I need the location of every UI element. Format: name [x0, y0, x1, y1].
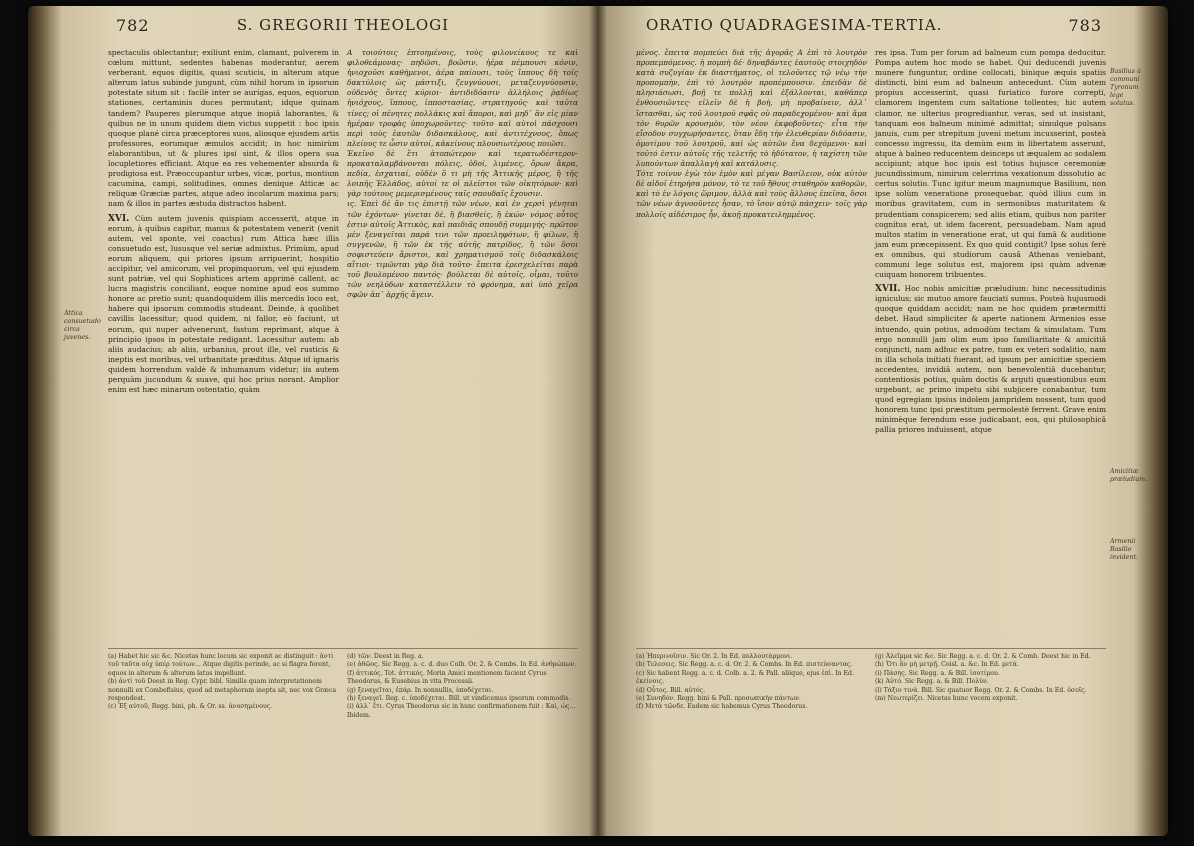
- left-greek-column: [347, 48, 578, 640]
- section-16: [108, 214, 339, 396]
- footnote: (i) Πάσης. Sic Regg. a. & Bill. ἰσοτίμου.: [875, 669, 1000, 677]
- greek-paragraph: μένος. ἔπειτα πομπεύει διὰ τῆς ἀγορᾶς A ἐπὶ τὸ λουτρὸν προπεμπόμενος. ἡ πομπὴ δέ· δηναβάντες ἑαυτοὺς στοιχηδὸν κατὰ συζυγίαν ἐκ διαστήματος, οἱ τελοῦντες τῷ νέῳ τὴν προπομπὴν, ἐπὶ τὸ λουτρὸν προπέμπουσιν. ἐπειδὰν δὲ πλησιάσωσι, βοῇ τε πολλῇ καὶ ἐξάλλονται, καθάπερ ἐνθουσιῶντες· εἰλεῖν δὲ ἡ βοὴ, μὴ προβαίνειν, ἀλλ᾽ ἵστασθαι, ὡς τοῦ λουτροῦ σφᾶς οὐ παραδεχομένου· καὶ ἅμα τὸν θυρῶν κρουσμὸν, τὸν νέον ἐκφοβοῦντες· εἶτα τὴν εἴσοδον συγχωρήσαντες, ὅταν ἔδη τὴν ἐλευθερίαν διδόασιν, ὁμοτίμου τοῦ λουτροῦ, καὶ ὡς αὐτῶν ἕνα δεχόμενοι· καὶ τοῦτό ἐστιν αὐτοῖς τῆς τελετῆς τὸ ἡδύτατον, ἡ ταχίστη τῶν λυπούντων ἀπαλλαγὴ καὶ κατάλυσις.: [636, 48, 867, 169]
- footnote: (g) ξεναγεῖται, ἐπάρ. In nonnullis, ὑποδέχεται.: [347, 686, 494, 694]
- footnote: (a) Habet hic sic &c. Nicetas hunc locum sic exponit ac distinguit : ἀντὶ τοῦ ταῦτα οὐχ ὑπὲρ τούτων... Atque digitis perinde, ac si flagra forent, equos in alterum & alterum latus impellunt.: [108, 653, 334, 677]
- footnote: (i) ἀλλ᾽ ἔτι. Cyrus Theodorus sic in hunc confirmationem fuit : Καὶ, ὡς... Ibidem.: [347, 703, 576, 719]
- footnote: (c) Sic habent Regg. a. c. d. Colb. a. 2. & Pall. aliique, ejus ἐπὶ. In Ed. ἐκείνοις.: [636, 669, 854, 686]
- footnote: (e) Συνηδὸν. Regg. bini & Pall. προσωπικὴν πάντων.: [636, 695, 801, 703]
- footnote: (k) Αὐτό. Sic Regg. a. & Bill. Πολύν.: [875, 678, 989, 686]
- left-footnotes: [108, 648, 578, 720]
- footnote: (d) τῶν. Deest in Reg. a.: [347, 653, 424, 660]
- left-footnotes-col-2: [347, 653, 578, 720]
- right-latin-column: [875, 48, 1106, 640]
- right-margin-note-3: Armenii Basilio invident.: [1110, 538, 1138, 561]
- footnote: (d) Οὗτος. Bill. αὐτός.: [636, 686, 706, 694]
- section-16-number: XVI.: [108, 213, 130, 224]
- left-margin-note: Attica consuetudo circa juvenes.: [64, 310, 101, 341]
- right-page: [636, 16, 1148, 821]
- left-latin-column: [108, 48, 339, 640]
- right-greek-column: [636, 48, 867, 640]
- right-running-head: [636, 16, 1106, 44]
- section-17: [875, 284, 1106, 435]
- footnote: (m) Νεωτερίζει. Nicetas hunc vocem exponit.: [875, 695, 1018, 703]
- footnote: (f) ἀττικός. Tot. ἀττικός. Morin Amici mentionem facient Cyrus Theodorus, & Eusebius in vita Processii.: [347, 669, 547, 686]
- footnote: (f) Μετὰ τῶνδε. Eadem sic habemus Cyrus Theodorus.: [636, 703, 808, 711]
- right-margin-note-1: Basilius à communi Tyronum lege solutus.: [1110, 68, 1141, 107]
- greek-paragraph: ις. Ἐπεὶ δὲ ἂν τις ἐπιστῇ τῶν νέων, καὶ ἐν χερσὶ γένηται τῶν ἐχόντων· γίνεται δὲ, ἢ βιασθείς, ἢ ἑκών· νόμος οὗτος ἐστιν αὐτοῖς Ἀττικὸς, καὶ παιδιᾶς σπουδῇ συμμιγής· πρῶτον μὲν ξεναγεῖται παρά τινι τῶν προειληφότων, ἢ φίλων, ἢ συγγενῶν, ἢ τῶν ἐκ τῆς αὐτῆς πατρίδος, ἢ τῶν ὅσοι σοφιστεύειν ἄριστοι, καὶ χρηματισμοῦ τοῖς διδασκάλοις αἴτιοι· τιμῶνται γὰρ διὰ τοῦτο· ἔπειτα ἐρεσχελεῖται παρὰ τοῦ βουλομένου παντός· βούλεται δὲ αὐτοῖς, οἶμαι, τοῦτο τῶν νεηλύδων καταστέλλειν τὸ φρόνημα, καὶ ὑπὸ χεῖρα σφῶν ἀπ᾽ ἀρχῆς ἄγειν.: [347, 199, 578, 300]
- open-book-spread: [28, 6, 1168, 836]
- footnote: (a) Ἠπερινοῖσιν. Sic Or. 2. In Ed. πολλουτάρμονι.: [636, 653, 793, 660]
- right-footnotes-col-2: [875, 653, 1106, 712]
- right-footnotes: [636, 648, 1106, 712]
- footnote: (h) ξεναγεῖ. Reg. c. ὑποδέχεται. Bill. ut vindicemus ipsorum commodis.: [347, 695, 571, 703]
- right-margin-note-2: Amicitiæ præludium.: [1110, 468, 1148, 483]
- right-page-number: 783: [1068, 16, 1102, 35]
- right-footnotes-col-1: [636, 653, 867, 712]
- greek-paragraph: Ἐκεῖνο δὲ ἔτι ἀτοπώτερον καὶ τερατωδέστερον· προκαταλαμβάνονται πόλεις, ὁδοί, λιμένες, ὄρων ἄκρα, πεδία, ἐσχατιαί, οὐδὲν ὅ τι μὴ τῆς Ἀττικῆς μέρος, ἢ τῆς λοιπῆς Ἑλλάδος, αὐτοί τε οἱ πλεῖστοι τῶν οἰκητόρων· καὶ γὰρ τούτους μεμερισμένους ταῖς σπουδαῖς ἔχουσιν.: [347, 148, 578, 199]
- latin-paragraph: res ipsa. Tum per forum ad balneum cum pompa deducitur. Pompa autem hoc modo se habet. Qui deducendi juvenis munere funguntur, ordine collocati, binique æquis spatiis distincti, bini eum ad balneum antecedunt. Cùm autem propius accesserint, quasi furiatico furore correpti, clamorem ingentem cum saltatione tollentes; hic autem clamor, ne ulterius progrediantur, veras, sed ut insistant, tanquam eos balneum minimè admittat; simulque pulsans januis, cum per strepitum juveni metum incusserint, posteà concesso ingressu, ita demùm eum in libertatem asserunt, atque à balneo reducentem deinceps ut æqualem ac sodalem accipiunt; atque hoc ipsis est totius hujusce ceremoniæ jucundissimum, nimirum celerrima vexationum dissolutio ac certus solutio. Tunc igitur meum magnumque Basilium, non ipse solùm veneratione prosequebar, quòd illius cum in moribus gravitatem, cum in sermonibus maturitatem & prudentiam conspicerem; sed aliis etiam, quibus non pariter cognitus erat, ut idem facerent, persuadebam. Nam apud multos statim in veneratione erat, ut qui famâ & auditione jam eum præcepissent. Ex quo quid contigit? Ipse solus ferè ex omnibus, qui studiorum causâ Athenas veniebant, communi lege solutus est, majorem ipsi quàm advenæ cuiquam honorem tribuentes.: [875, 48, 1106, 280]
- section-17-number: XVII.: [875, 284, 901, 295]
- section-16-text: Cùm autem juvenis quispiam accesserit, atque in eorum, à quibus capitur, manus & potestatem venerit (venit autem, vel sponte, vel coactus) rum Attica hæc illis consuetudo est, lususque vel seriæ admixtus. Primùm, apud eorum aliquem, qui priores ipsum arripuerint, hospitio accipitur, vel amicorum, vel propinquorum, vel qui ejusdem sunt patriæ, vel qui Sophistices artem apprimè callent, ac lucra magistris conciliant, eoque nomine apud eos summo honore ac pretio sunt; quandoquidem illis mercedis loco est, habere qui ipsorum commodis studeant. Deinde, à quolibet cavillis lacessitur; quod quidem, ni fallor, eò faciunt, ut eorum, qui nuper advenerunt, fastum reprimant, atque à principio ipsos in potestate redigant. Lacessitur autem: ab aliis audacius; ab aliis, urbanius, prout ille, vel rusticis & ineptis est moribus, vel urbanitate præditus. Atque id ignaris quidem horrendum valdè & inhumanum videtur; iis autem perquàm jucundum & suave, qui hoc prius norant. Amplior enim est hæc minarum ostentatio, quàm: [108, 213, 339, 395]
- greek-paragraph: A τοιούτοις ἐπτοημένοις, τοὺς φιλονείκους τε καὶ φιλοθεάμονας· πηδῶσι, βοῶσιν, ἠέρα πέμπουσι κόνιν, ἡνιοχοῦσι καθήμενοι, ἀέρα παίουσι, τοὺς ἵππους δὴ τοῖς δακτύλοις ὡς μάστιξι, ζευγνύουσι, μεταζευγνύουσιν, οὐδενὸς ὄντες κύριοι· ἀντιδιδόασιν ἀλλήλοις ῥᾳδίως ἡνιόχους, ἵππους, ἱπποστασίας, στρατηγούς· καὶ ταῦτα τίνες; οἱ πένητες πολλάκις καὶ ἄποροι, καὶ μηδ᾽ ἂν εἰς μίαν ἡμέραν τροφὰς ὑποχωροῦντες· τοῦτο καὶ αὐτοὶ πάσχουσι περὶ τοὺς ἑαυτῶν διδασκάλους, καὶ ἀντιτέχνους, ὅπως πλείους τε ὦσιν αὐτοί, κἀκείνους πλουσιωτέρους ποιῶσι.: [347, 48, 578, 148]
- footnote: (h) Ὅτι ἂν μὴ μετρῇ. Coisl. a. &c. In Ed. μετὰ.: [875, 661, 1019, 669]
- right-running-title: ORATIO QUADRAGESIMA-TERTIA.: [646, 16, 943, 34]
- greek-paragraph: Τότε τοίνυν ἐγὼ τὸν ἐμὸν καὶ μέγαν Βασίλειον, οὐκ αὐτὸν δὲ αἰδοῖ ἐτηρήσα μόνον, τὸ τε τοῦ ἤθους σταθηρὸν καθορῶν, καὶ τὸ ἐν λόγοις ὥριμον, ἀλλὰ καὶ τοὺς ἄλλους ἐπεῖσα, ὅσοι τῶν νέων ἀγνοοῦντες ἦσαν, τὸ ἴσον αὐτῷ πάσχειν· τοῖς γὰρ πολλοῖς αἰδέσιμος ἦν, ἀκοῇ προκατειλημμένος.: [636, 169, 867, 219]
- left-page-number: 782: [116, 16, 150, 35]
- section-17-text: Hoc nobis amicitiæ præludium: hinc necessitudinis igniculus; sic mutuo amore fauciati sumus. Posteà hujusmodi quoque quiddam accidit; nam ne hoc quidem prætermitti debet. Haud simpliciter & aperte nationem Armenios esse intuendo, quin potius, admodùm tectam & simulatam. Tum ergo nonnulli jam olim eum ipso familiaritate & amicitiâ conjuncti, nam adhuc ex patre, tum ex veteri sodalitio, nam in illa schola initiati fuerant, ad ipsum per amicitiæ speciem accedentes, invidiâ autem, non benevolentiâ ducebantur, contentiosis potius, quàm doctis & arguti quæstionibus eum urgebant, ac primo impetu sibi subjicere conabantur, tum quod egregiam ipsius indolem jampridem nossent, tum quod honorem tunc ipsi præstitum permolestè ferrent. Grave enim minimèque ferendum esse judicabant, eos, qui philosophicâ pallia priores induissent, atque: [875, 284, 1106, 435]
- left-footnotes-col-1: [108, 653, 339, 720]
- footnote: (b) ἀντὶ τοῦ Deest in Reg. Cypr. bibl. Similis quam interpretationem nonnulli ex Combefisius, quod ad metaphoram inepta sit, nec vox Græca respondeat.: [108, 678, 337, 703]
- footnote: (l) Τάξιν τινὰ. Bill. Sic quatuor Regg. Or. 2. & Combs. In Ed. ὁσοῖς.: [875, 686, 1087, 694]
- footnote: (c) Ἐξ αὐτοῦ, Regg. bini, ph. & Or. ss. ἀνοσημένους.: [108, 703, 273, 711]
- footnote: (b) Τελεσεις. Sic Regg. a. c. d. Or. 2. & Combs. In Ed. πιστεύσαντας.: [636, 661, 853, 669]
- footnote: (g) Ἀλεῖμμα sic &c. Sic Regg. a. c. d. Or. 2. & Comb. Deest hic in Ed.: [875, 653, 1091, 660]
- latin-paragraph: spectaculis oblectantur; exiliunt enim, clamant, pulverem in cœlum mittunt, sedentes habenas moderantur, aerem verberant, equos digitis, quasi scuticis, in alterum atque alterum latus subinde jungunt, cùm nihil horum in ipsorum potestate situm sit : facilè inter se aurigas, equos, equorum stationes, certaminis duces permutant; idque quinam tandem? Pauperes plerumque atque inopiâ laborantes, & quibus ne in unum quidem diem victus suppetit : hoc ipsis quoque plané circa præceptores suos, aliosque ejusdem artis professores, eorumque æmulos accidit; in hoc nimirùm elaborantibus, ut & plures ipsi sint, & illos opera sua locupletiores efficiant. Atque ea res vehementer absurda & prodigiosa est. Præoccupantur urbes, vicæ, portus, montium cacumina, campi, solitudines, omnes denique Atticæ ac reliquæ Græciæ partes, atque adeo incolarum maxima pars; nam & illos in partes æstuda distractos habent.: [108, 48, 339, 209]
- left-running-head: [108, 16, 578, 44]
- left-page: [64, 16, 578, 821]
- footnote: (e) ἀθῶος. Sic Regg. a. c. d. duo Colb. Or. 2. & Combs. In Ed. ἀνθρώπων.: [347, 661, 577, 669]
- left-running-title: S. GREGORII THEOLOGI: [236, 16, 450, 34]
